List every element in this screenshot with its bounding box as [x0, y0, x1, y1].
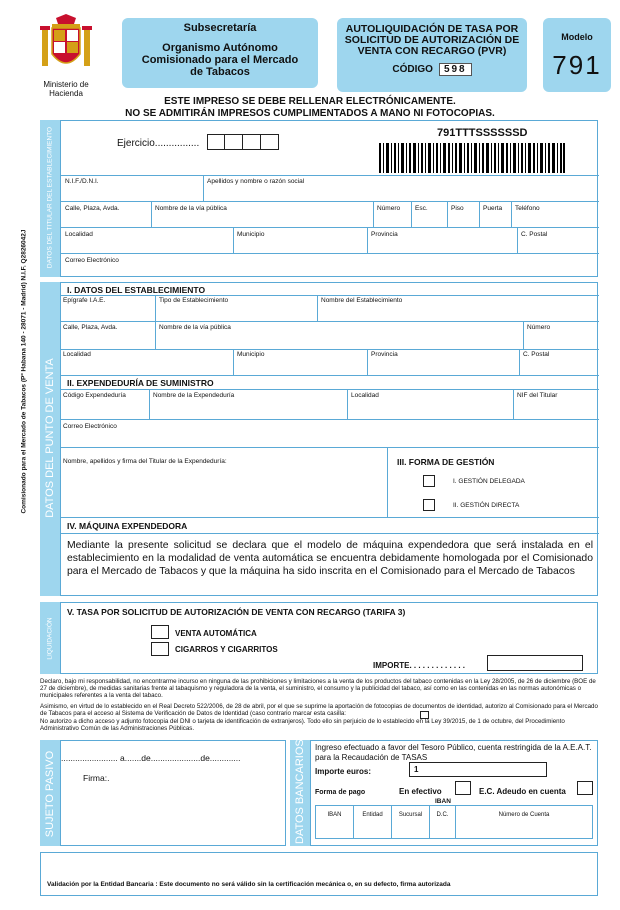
dc-cell: D.C. [430, 806, 456, 838]
exp-localidad-label: Localidad [351, 392, 379, 399]
nombre-est-label: Nombre del Establecimiento [321, 297, 403, 304]
account-grid[interactable] [315, 805, 593, 839]
modelo-number: 791 [552, 50, 602, 80]
est-cpostal-label: C. Postal [523, 351, 550, 358]
cigarros-checkbox[interactable] [151, 642, 169, 656]
localidad-label: Localidad [65, 231, 93, 238]
sub-line-1: Subsecretaría [183, 22, 257, 34]
cuenta-cell: Número de Cuenta [498, 812, 550, 818]
warning [60, 96, 560, 120]
tipo-label: Tipo de Establecimiento [159, 297, 229, 304]
importe-label: IMPORTE. . . . . . . . . . . . . [373, 661, 466, 670]
subsecretaria-box [122, 18, 318, 88]
efectivo-checkbox[interactable] [455, 781, 471, 795]
exp-codigo-label: Código Expendeduría [63, 392, 126, 399]
form-title: AUTOLIQUIDACIÓN DE TASA POR SOLICITUD DE AUTORIZACIÓN DE VENTA CON RECARGO (PVR) [344, 23, 520, 57]
exp-correo-label: Correo Electrónico [63, 423, 117, 430]
punto-sidebar [40, 282, 60, 596]
gestion-directa-label: II. GESTIÓN DIRECTA [453, 502, 520, 509]
sub-line-4: de Tabacos [190, 66, 250, 78]
ejercicio-label: Ejercicio................ [117, 138, 200, 149]
bancarios-sidebar [290, 740, 310, 846]
est-municipio-label: Municipio [237, 351, 265, 358]
sujeto-sidebar [40, 740, 60, 846]
importe-euros-label: Importe euros: [315, 767, 372, 776]
codigo-value: 598 [439, 63, 472, 76]
esc-label: Esc. [415, 205, 428, 212]
est-calle-label: Calle, Plaza, Avda. [63, 324, 118, 331]
asimismo-text: Asimismo, en virtud de lo establecido en el Real Decreto 522/2006, de 28 de abril, por el que se suprime la aportación de fotocopias de documentos de identidad, autorizo al Comisionado para el Mercado de Tabacos para el acceso al Sistema de Verificación de Datos de Identidad (caso contrario marcar esta casilla: [40, 703, 598, 718]
bancarios-box [310, 740, 598, 846]
modelo-label: Modelo [561, 32, 593, 42]
forma-pago-label: Forma de pago [315, 789, 366, 796]
via-label: Nombre de la vía pública [155, 205, 227, 212]
cigarros-label: CIGARROS Y CIGARRITOS [175, 645, 278, 654]
fecha-text: ........................ a.......de.....................de............. [61, 753, 241, 763]
punto-box [60, 282, 598, 596]
maquina-text: Mediante la presente solicitud se declara que el modelo de máquina expendedora que será instalada en el establecimiento en la modalidad de venta automática se encuentra debidamente homologada por el Comisionado para el Mercado de Tabacos y que la máquina ha sido inscrita en el Comisionado para el Mercado de Tabacos [67, 540, 593, 577]
expendeduria-title: II. EXPENDEDURÍA DE SUMINISTRO [67, 378, 214, 388]
exp-nif-label: NIF del Titular [517, 392, 558, 399]
entidad-cell: Entidad [354, 806, 392, 838]
apellidos-label: Apellidos y nombre o razón social [207, 178, 305, 185]
est-provincia-label: Provincia [371, 351, 398, 358]
provincia-label: Provincia [371, 231, 398, 238]
liquidacion-sidebar-label: LIQUIDACIÓN [46, 617, 54, 660]
gestion-directa-checkbox[interactable] [423, 499, 435, 511]
ingreso-text: Ingreso efectuado a favor del Tesoro Público, cuenta restringida de la A.E.A.T. para la Recaudación de TASAS [315, 743, 592, 762]
municipio-label: Municipio [237, 231, 265, 238]
adeudo-label: E.C. Adeudo en cuenta [479, 787, 566, 796]
adeudo-checkbox[interactable] [577, 781, 593, 795]
maquina-title: IV. MÁQUINA EXPENDEDORA [67, 521, 188, 531]
barcode-icon [379, 143, 565, 173]
exp-firma-label: Nombre, apellidos y firma del Titular de la Expendeduría: [63, 458, 227, 465]
validacion-text: Validación por la Entidad Bancaria : Este documento no será válido sin la certificación mecánica o, en su defecto, firma autorizada [47, 881, 451, 888]
gestion-delegada-checkbox[interactable] [423, 475, 435, 487]
warning-line-1: ESTE IMPRESO SE DEBE RELLENAR ELECTRÓNICAMENTE. [164, 96, 456, 107]
liquidacion-box [60, 602, 598, 674]
sub-line-3: Comisionado para el Mercado [141, 54, 299, 66]
sujeto-box [60, 740, 286, 846]
form-title-box [337, 18, 527, 92]
sujeto-sidebar-label: SUJETO PASIVO [44, 750, 56, 838]
titular-box [60, 120, 598, 277]
punto-sidebar-label: DATOS DEL PUNTO DE VENTA [44, 358, 56, 518]
sucursal-cell: Sucursal [392, 806, 430, 838]
nif-label: N.I.F./D.N.I. [65, 178, 99, 185]
calle-label: Calle, Plaza, Avda. [65, 205, 120, 212]
firma-label: Firma:. [83, 773, 110, 783]
liquidacion-sidebar [40, 602, 60, 674]
warning-line-2: NO SE ADMITIRÁN IMPRESOS CUMPLIMENTADOS A MANO NI FOTOCOPIAS. [125, 108, 495, 119]
modelo-box [543, 18, 611, 92]
exp-nombre-label: Nombre de la Expendeduría [153, 392, 235, 399]
titular-sidebar-label: DATOS DEL TITULAR DEL ESTABLECIMIENTO [46, 126, 54, 269]
iban-cell: IBAN [316, 806, 354, 838]
bancarios-sidebar-label: DATOS BANCARIOS [294, 739, 306, 844]
vertical-note: Comisionado para el Mercado de Tabacos (Pº Habana 140 - 28071 - Madrid) N.I.F. Q2826042J [20, 229, 28, 514]
correo-label: Correo Electrónico [65, 257, 119, 264]
est-numero-label: Número [527, 324, 551, 331]
puerta-label: Puerta [483, 205, 503, 212]
efectivo-label: En efectivo [399, 787, 442, 796]
telefono-label: Teléfono [515, 205, 540, 212]
gestion-delegada-label: I. GESTIÓN DELEGADA [453, 478, 525, 485]
gestion-title: III. FORMA DE GESTIÓN [397, 457, 495, 467]
importe-euros-input[interactable]: 1 [409, 762, 547, 777]
numero-label: Número [377, 205, 401, 212]
asimismo-text-2: No autorizo a dicho acceso y adjunto fotocopia del DNI o tarjeta de identificación de extranjeros). Todo ello sin perjuicio de lo establecido en la Ley 39/2015, de 1 de octubre, del Procedimiento Administrativo Común de las Administraciones Públicas. [40, 718, 565, 733]
venta-automatica-label: VENTA AUTOMÁTICA [175, 629, 257, 638]
validacion-box [40, 852, 598, 896]
tasa-title: V. TASA POR SOLICITUD DE AUTORIZACIÓN DE VENTA CON RECARGO (TARIFA 3) [67, 607, 406, 617]
codigo-label: CÓDIGO [392, 64, 433, 75]
barcode-text: 791TTTSSSSSSD [437, 127, 528, 139]
venta-automatica-checkbox[interactable] [151, 625, 169, 639]
cpostal-label: C. Postal [521, 231, 548, 238]
sub-line-2: Organismo Autónomo [162, 42, 278, 54]
est-via-label: Nombre de la vía pública [159, 324, 231, 331]
declaracion-text: Declaro, bajo mi responsabilidad, no encontrarme incurso en ninguna de las prohibiciones y limitaciones a la venta de los productos del tabaco contenidas en la Ley 28/2005, de 26 de diciembre (BOE de 27 de diciembre), de medidas sanitarias frente al tabaquismo y reguladora de la venta, el suministro, el consumo y la publicidad del tabaco, así como en las contenidas en las normas autonómicas o municipales referentes a la venta del tabaco. [40, 678, 596, 700]
coat-of-arms-icon [38, 14, 94, 80]
ministry-name: Ministerio de Hacienda [43, 80, 89, 98]
importe-input[interactable] [487, 655, 583, 671]
iban-top-label: IBAN [435, 798, 451, 805]
establecimiento-title: I. DATOS DEL ESTABLECIMIENTO [67, 285, 206, 295]
piso-label: Piso [451, 205, 464, 212]
titular-sidebar [40, 120, 60, 277]
epigrafe-label: Epígrafe I.A.E. [63, 297, 106, 304]
ejercicio-boxes[interactable] [207, 134, 279, 150]
est-localidad-label: Localidad [63, 351, 91, 358]
